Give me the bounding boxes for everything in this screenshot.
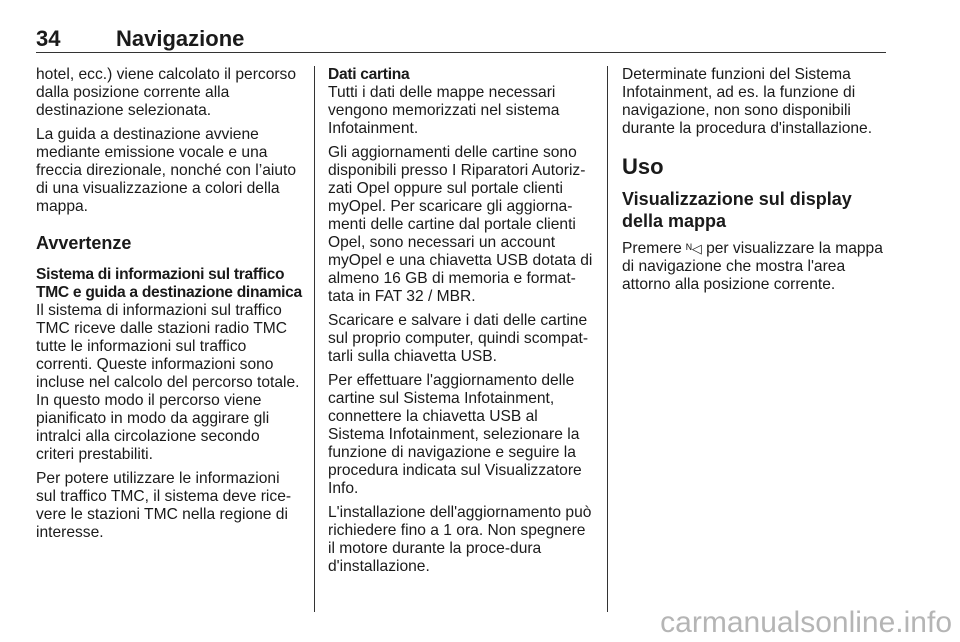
paragraph-route-calc: hotel, ecc.) viene calcolato il percorso dalla posizione corrente alla destinazione selezionata. [36, 66, 297, 119]
paragraph-tmc-reception: Per potere utilizzare le informazioni sul traffico TMC, il sistema deve rice-vere le stazioni TMC nella regione di interesse. [36, 470, 292, 541]
heading-uso: Uso [622, 154, 664, 179]
watermark: carmanualsonline.info [660, 606, 952, 639]
subheading-tmc: Sistema di informazioni sul traffico TMC e guida a destinazione dinamica [36, 266, 302, 301]
press-text: Premere [622, 240, 687, 257]
paragraph-install-procedure: Per effettuare l'aggiornamento delle cartine sul Sistema Infotainment, connettere la chiavetta USB al Sistema Infotainment, selezionare la funzione di navigazione e seguire la procedura indicata sul Visualizzatore Info. [328, 372, 582, 497]
press-text-rest: per visualizzare la mappa di navigazione che mostra l'area attorno alla posizione corrente. [622, 240, 883, 293]
page-header [36, 26, 886, 54]
paragraph-download: Scaricare e salvare i dati delle cartine sul proprio computer, quindi scompat-tarli sulla chiavetta USB. [328, 312, 589, 365]
column-3 [622, 66, 886, 300]
column-divider-2 [607, 66, 608, 612]
paragraph-guidance: La guida a destinazione avviene mediante emissione vocale e una freccia direzionale, nonché con l’aiuto di una visualizzazione a colori della mappa. [36, 126, 297, 215]
paragraph-unavailable-functions: Determinate funzioni del Sistema Infotainment, ad es. la funzione di navigazione, non sono disponibili durante la procedura d'installazione. [622, 66, 873, 137]
column-divider-1 [314, 66, 315, 612]
page-number: 34 [36, 26, 61, 51]
paragraph-map-updates: Gli aggiornamenti delle cartine sono disponibili presso I Riparatori Autoriz-zati Opel oppure sul portale clienti myOpel. Per scaricare gli aggiorna-menti delle cartine dal portale clienti Opel, sono necessari un account myOpel e una chiavetta USB dotata di almeno 16 GB di memoria e format-tata in FAT 32 / MBR. [328, 144, 593, 305]
paragraph-tmc: Il sistema di informazioni sul traffico TMC riceve dalle stazioni radio TMC tutte le informazioni sul traffico correnti. Queste informazioni sono incluse nel calcolo del percorso totale. In questo modo il percorso viene pianificato in modo da aggirare gli intralci alla circolazione secondo criteri prestabiliti. [36, 302, 300, 463]
subheading-map-display: Visualizzazione sul display della mappa [622, 189, 852, 231]
column-1 [36, 66, 302, 548]
subheading-map-data: Dati cartina [328, 66, 410, 83]
column-2 [328, 66, 594, 582]
paragraph-map-storage: Tutti i dati delle mappe necessari vengono memorizzati nel sistema Infotainment. [328, 84, 560, 137]
heading-avvertenze: Avvertenze [36, 233, 132, 253]
section-title: Navigazione [116, 26, 245, 51]
paragraph-press-nav [622, 240, 886, 294]
paragraph-install-time: L'installazione dell'aggiornamento può richiedere fino a 1 ora. Non spegnere il motore durante la proce-dura d'installazione. [328, 504, 592, 575]
navigation-icon: ᴺ◁ [686, 241, 702, 256]
header-divider [36, 52, 886, 53]
